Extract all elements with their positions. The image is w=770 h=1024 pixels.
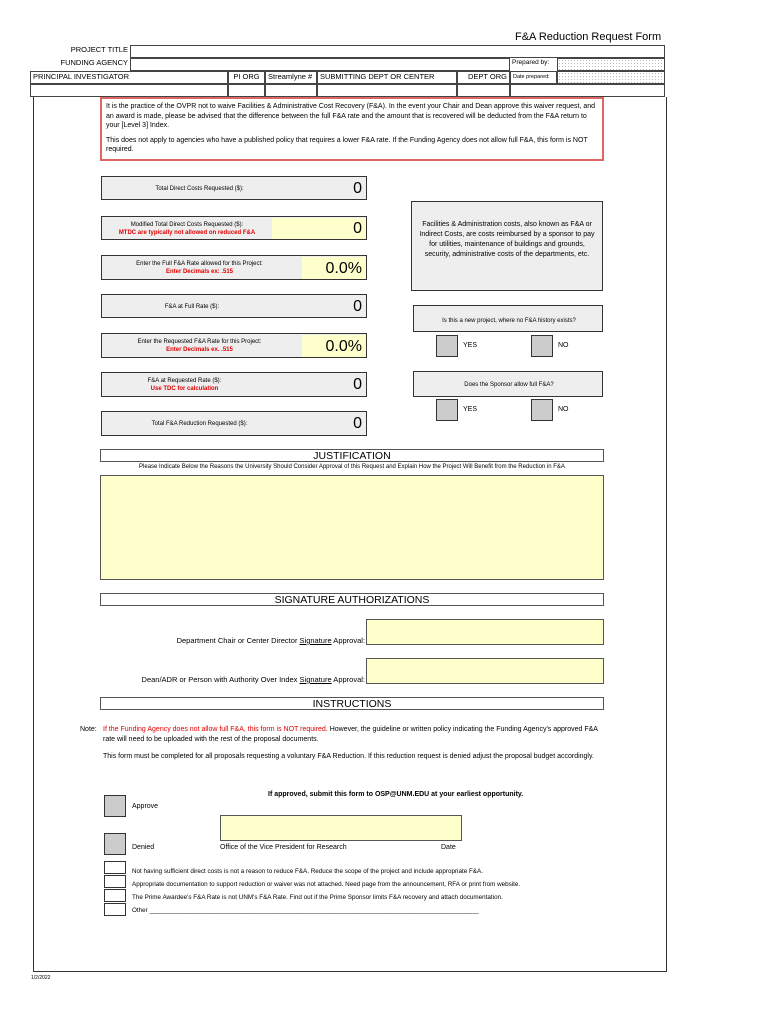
- fa-info-box: Facilities & Administration costs, also known as F&A or Indirect Costs, are costs reimbursed by a sponsor to pay for utilities, maintenance of buildings and grounds, security, administrative costs of the departments, etc.: [411, 201, 603, 291]
- total-red-row: [101, 411, 367, 436]
- full-rate-note: Enter Decimals ex: .515: [165, 269, 234, 275]
- reason-4-label: Other ______________________________________________________________________________________________: [132, 907, 479, 914]
- prepared-by-field[interactable]: [557, 58, 665, 71]
- full-rate-row: [101, 255, 367, 280]
- submitting-dept-field[interactable]: [317, 84, 457, 97]
- new-project-text: Is this a new project, where no F&A history exists?: [442, 318, 576, 324]
- pi-field[interactable]: [30, 84, 228, 97]
- total-red-value: 0: [353, 415, 362, 432]
- mtdc-row: [101, 216, 367, 240]
- project-title-label: PROJECT TITLE: [70, 45, 128, 54]
- instructions-heading: INSTRUCTIONS: [100, 697, 604, 710]
- pi-org-label: PI ORG: [228, 71, 265, 84]
- denied-label: Denied: [132, 844, 155, 851]
- req-rate-row: [101, 333, 367, 358]
- chair-label-post: Approval:: [331, 636, 365, 645]
- dean-label-sig: Signature: [299, 675, 332, 684]
- sponsor-no-label: NO: [558, 406, 569, 413]
- vpr-date-label: Date: [441, 844, 456, 851]
- dept-org-label: DEPT ORG: [457, 71, 510, 84]
- chair-signature-label: [100, 636, 365, 646]
- instructions-note: [103, 725, 603, 745]
- approve-checkbox[interactable]: [104, 795, 126, 817]
- chair-label-sig: Signature: [299, 636, 332, 645]
- mtdc-value: 0: [353, 220, 362, 237]
- dept-org-field[interactable]: [457, 84, 510, 97]
- submit-instruction: If approved, submit this form to OSP@UNM.EDU at your earliest opportunity.: [268, 791, 524, 798]
- new-project-yes-checkbox[interactable]: [436, 335, 458, 357]
- fa-req-note: Use TDC for calculation: [150, 386, 219, 392]
- header-extra-field[interactable]: [510, 84, 665, 97]
- fa-full-row: [101, 294, 367, 318]
- note-label: Note:: [80, 726, 97, 733]
- fa-req-value: 0: [353, 376, 362, 393]
- note-rest-text: However, the guideline or written policy indicating the Funding Agency's approved F&A rate will need to be uploaded with the rest of the proposal documents.: [103, 726, 598, 743]
- chair-label-pre: Department Chair or Center Director: [176, 636, 300, 645]
- new-project-no-checkbox[interactable]: [531, 335, 553, 357]
- fa-req-row: [101, 372, 367, 397]
- reason-1-label: Not having sufficient direct costs is not a reason to reduce F&A. Reduce the scope of the project and include appropriate F&A.: [132, 868, 483, 875]
- new-project-yes-label: YES: [463, 342, 478, 349]
- tdc-label: Total Direct Costs Requested ($):: [155, 186, 244, 192]
- sponsor-yes-label: YES: [463, 406, 478, 413]
- funding-agency-label: FUNDING AGENCY: [60, 58, 128, 67]
- dean-label-pre: Dean/ADR or Person with Authority Over Index: [141, 675, 300, 684]
- reason-3-checkbox[interactable]: [104, 889, 126, 902]
- funding-agency-field[interactable]: [130, 58, 510, 71]
- chair-signature-field[interactable]: [366, 619, 604, 645]
- sponsor-full-fa-text: Does the Sponsor allow full F&A?: [464, 382, 554, 388]
- reason-2-checkbox[interactable]: [104, 875, 126, 888]
- full-rate-value: 0.0%: [325, 260, 362, 277]
- req-rate-value: 0.0%: [325, 338, 362, 355]
- reason-4-checkbox[interactable]: [104, 903, 126, 916]
- justification-textarea[interactable]: [100, 475, 604, 580]
- reason-2-label: Appropriate documentation to support reduction or waiver was not attached. Need page from the announcement, RFA or print from website.: [132, 881, 521, 888]
- dean-signature-label: [100, 675, 365, 685]
- new-project-question: [413, 305, 603, 360]
- instructions-para: This form must be completed for all proposals requesting a voluntary F&A Reduction. If this reduction request is denied adjust the proposal budget accordingly.: [103, 753, 594, 760]
- reason-1-checkbox[interactable]: [104, 861, 126, 874]
- sponsor-yes-checkbox[interactable]: [436, 399, 458, 421]
- streamlyne-field[interactable]: [265, 84, 317, 97]
- justification-subtitle: Please Indicate Below the Reasons the University Should Consider Approval of this Request and Explain How the Project Will Benefit from the Reduction in F&A: [139, 464, 565, 470]
- full-rate-label: Enter the Full F&A Rate allowed for this Project:: [136, 261, 263, 267]
- notice-para-2: This does not apply to agencies who have a published policy that requires a lower F&A rate. If the Funding Agency does not allow full F&A, this form is NOT required.: [106, 136, 588, 153]
- fa-req-label: F&A at Requested Rate ($):: [147, 378, 222, 384]
- sponsor-no-checkbox[interactable]: [531, 399, 553, 421]
- pi-label: PRINCIPAL INVESTIGATOR: [30, 71, 228, 84]
- tdc-value[interactable]: 0: [353, 180, 362, 197]
- project-title-field[interactable]: [130, 45, 665, 58]
- req-rate-label: Enter the Requested F&A Rate for this Project:: [137, 339, 262, 345]
- note-red-text: If the Funding Agency does not allow full F&A, this form is NOT required.: [103, 726, 328, 733]
- tdc-row: [101, 176, 367, 200]
- sponsor-full-fa-question: [413, 371, 603, 423]
- new-project-no-label: NO: [558, 342, 569, 349]
- prepared-by-label: Prepared by:: [512, 59, 550, 66]
- dean-signature-field[interactable]: [366, 658, 604, 684]
- req-rate-note: Enter Decimals ex. .515: [166, 347, 233, 353]
- approve-label: Approve: [132, 803, 159, 810]
- header-grid: [30, 45, 665, 97]
- date-prepared-label: Date prepared:: [510, 71, 557, 84]
- full-rate-input[interactable]: [302, 257, 366, 279]
- denied-checkbox[interactable]: [104, 833, 126, 855]
- mtdc-label: Modified Total Direct Costs Requested ($):: [130, 222, 244, 228]
- footer-code: 1/2/2022: [31, 975, 51, 981]
- mtdc-note: MTDC are typically not allowed on reduced F&A: [118, 230, 256, 236]
- notice-para-1: It is the practice of the OVPR not to waive Facilities & Administrative Cost Recovery (F&A). In the event your Chair and Dean approve this waiver request, and an award is made, please be advised that the difference between the full F&A rate and the amount that is recovered will be deducted from the F&A return to your [Level 3] Index.: [106, 103, 596, 129]
- dean-label-post: Approval:: [331, 675, 365, 684]
- streamlyne-label: Streamlyne #: [265, 71, 317, 84]
- fa-full-value: 0: [353, 298, 362, 315]
- date-prepared-field[interactable]: [557, 71, 665, 84]
- reason-3-label: The Prime Awardee's F&A Rate is not UNM's F&A Rate. Find out if the Prime Sponsor limits F&A recovery and attach documentation.: [132, 894, 503, 901]
- total-red-label: Total F&A Reduction Requested ($):: [151, 421, 248, 427]
- signature-heading: SIGNATURE AUTHORIZATIONS: [100, 593, 604, 606]
- vpr-office-label: Office of the Vice President for Research: [220, 844, 347, 851]
- pi-org-field[interactable]: [228, 84, 265, 97]
- form-title: F&A Reduction Request Form: [515, 31, 662, 43]
- justification-heading: JUSTIFICATION: [100, 449, 604, 462]
- fa-full-label: F&A at Full Rate ($):: [164, 304, 220, 310]
- req-rate-input[interactable]: [302, 335, 366, 357]
- submitting-dept-label: SUBMITTING DEPT OR CENTER: [317, 71, 457, 84]
- mtdc-input[interactable]: [272, 218, 366, 239]
- policy-notice: [100, 97, 604, 161]
- vpr-signature-field[interactable]: [220, 815, 462, 841]
